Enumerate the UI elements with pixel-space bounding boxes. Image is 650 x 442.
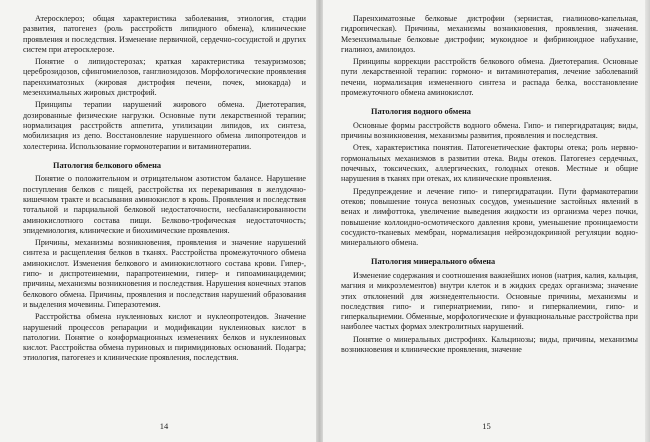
section-heading-mineral: Патология минерального обмена: [371, 257, 496, 267]
paragraph: Атеросклероз; общая характеристика заболевания, этиология, стадии развития, патогенез (роль расстройств липидного обмена), клинические проявления и последствия. Изменение первичной, сердечно-сосудистой и других систем при атеросклерозе.: [23, 14, 306, 54]
paragraph: Понятие о минеральных дистрофиях. Кальцинозы; виды, причины, механизмы возникновения и клинические проявления, значение: [341, 334, 638, 355]
paragraph: Понятие о липидостерозах; краткая характеристика тезауризмозов; цереброзидозов, сфингомиелозов, ганглиозидозов. Морфологические проявления паренхиматозных (жировая дистрофия печени, почек, миокарда) и мезенхимальных жировых дистрофий.: [23, 57, 306, 98]
paragraph: Отек, характеристика понятия. Патогенетические факторы отека; роль нервно-гормональных механизмов в развитии отека. Виды отеков. Патогенез сердечных, почечных, токсических, аллергических, голодных отеков. Местные и общие нарушения в тканях при отеках, их клинические проявления.: [341, 143, 638, 184]
page-number-right: 15: [482, 421, 491, 431]
section-heading-protein: Патология белкового обмена: [53, 160, 162, 170]
right-page: [323, 0, 650, 442]
book-gutter: [316, 0, 323, 442]
paragraph: Причины, механизмы возникновения, проявления и значение нарушений синтеза и расщепления белков в тканях. Расстройства промежуточного обмена аминокислот. Изменения белкового и аминокислотного состава крови. Гипер-, гипо- и диспротеинемии, парапротеинемии, гипер- и гипоаминацидемии; причины, механизмы возникновения и последствия. Нарушения конечных этапов белкового обмена. Причины, проявления и последствия нарушений образования и выделения мочевины. Гиперазотемия.: [23, 238, 306, 309]
paragraph: Паренхиматозные белковые дистрофии (зернистая, гиалиново-капельная, гидропическая). Причины, механизмы возникновения, проявления, значения. Мезенхимальные белковые дистрофии; мукоидное и фибриноидное набухание, гиалиноз, амилоидоз.: [341, 14, 638, 54]
paragraph: Принципы коррекции расстройств белкового обмена. Диетотерапия. Основные пути лекарственной терапии: гормоно- и витаминотерапия, лечение заболеваний печени, нормализация измененного синтеза и распада белка, восстановление промежуточного обмена аминокислот.: [341, 57, 638, 98]
page-edge: [645, 0, 650, 442]
paragraph: Основные формы расстройств водного обмена. Гипо- и гипергидратация; виды, причины возникновения, механизмы развития, проявления и последствия.: [341, 120, 638, 141]
left-page: [0, 0, 316, 442]
paragraph: Принципы терапии нарушений жирового обмена. Диетотерапия, дозированные физические нагрузки. Основные пути лекарственной терапии; нормализация расстройств аппетита, утилизации липидов, их синтеза, мобилизация из депо. Восстановление нарушенного обмена липопротеидов и холестерина. Использование гормонотерапии и витаминотерапии.: [23, 100, 306, 151]
paragraph: Расстройства обмена нуклеиновых кислот и нуклеопротеидов. Значение нарушений процессов репарации и модификации нуклеиновых кислот в патологии. Понятие о конформационных изменениях белков и нуклеиновых кислот. Расстройства обмена пуриновых и пиримидиновых оснований. Подагра; этиология, патогенез и клинические проявления, последствия.: [23, 312, 306, 363]
paragraph: Изменение содержания и соотношения важнейших ионов (натрия, калия, кальция, магния и микроэлементов) внутри клеток и в жидких средах организма; значение этих отклонений для жизнедеятельности. Основные причины, механизмы и последствия гипо- и гипернатриемии, гипо- и гиперкалиемии, гипо- и гиперкальциемии. Обменные, морфологические и функциональные расстройства при наиболее частых формах электролитных нарушений.: [341, 270, 638, 332]
section-heading-water: Патология водного обмена: [371, 107, 471, 117]
paragraph: Понятие о положительном и отрицательном азотистом балансе. Нарушение поступления белков с пищей, расстройства их переваривания в желудочно-кишечном тракте и всасывания аминокислот в кровь. Проявления и последствия тотальной и парциальной белковой недостаточности, несбалансированности аминокислотного состава пищи. Белково-трофическая недостаточность; эпидемиология, клинические и биохимические проявления.: [23, 174, 306, 235]
page-number-left: 14: [159, 421, 169, 431]
paragraph: Предупреждение и лечение гипо- и гипергидратации. Пути фармакотерапии отеков; повышение тонуса венозных сосудов, уменьшение застойных явлений в венах и лимфоттока, увеличение выведения жидкости из организма через почки, повышение коллоидно-осмотического давления крови, уменьшение проницаемости сосудисто-тканевых мембран, нормализация нейроэндокринной регуляции водно-минерального обмена.: [341, 186, 638, 248]
